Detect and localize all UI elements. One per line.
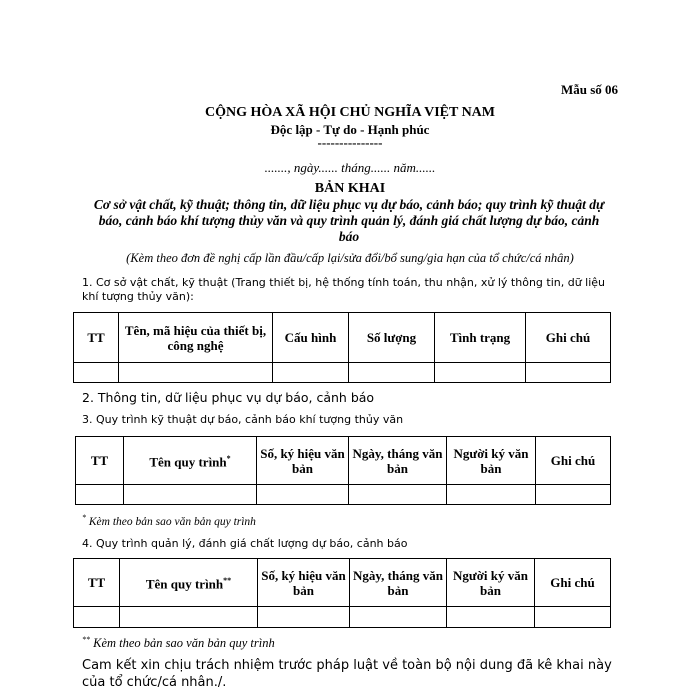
table-cell	[119, 363, 273, 383]
document-subtitle: Cơ sở vật chất, kỹ thuật; thông tin, dữ liệu phục vụ dự báo, cảnh báo; quy trình kỹ thuật dự báo, cảnh báo khí tượng thủy văn và quy trình quản lý, đánh giá chất lượng dự báo, cảnh báo	[93, 197, 605, 244]
column-header: Người ký văn bản	[447, 559, 535, 607]
section2-heading: 2. Thông tin, dữ liệu phục vụ dự báo, cảnh báo	[82, 390, 375, 405]
column-header-label: Tên quy trình	[149, 454, 227, 470]
section4-table	[73, 558, 611, 628]
section3-heading: 3. Quy trình kỹ thuật dự báo, cảnh báo khí tượng thủy văn	[82, 413, 404, 426]
column-header: Ngày, tháng văn bản	[349, 437, 447, 485]
table-row	[74, 607, 611, 628]
table-cell	[124, 485, 257, 505]
table-cell	[536, 485, 611, 505]
separator-line: ---------------	[317, 135, 383, 150]
table-cell	[257, 485, 349, 505]
footnote-2	[82, 635, 275, 651]
column-header: Cấu hình	[273, 313, 349, 363]
table-header-row	[76, 437, 611, 485]
table-cell	[349, 363, 435, 383]
footnote-marker: *	[82, 513, 86, 522]
footnote-text: Kèm theo bản sao văn bản quy trình	[88, 515, 256, 528]
column-header	[120, 559, 258, 607]
date-line: ......., ngày...... tháng...... năm......	[264, 160, 436, 175]
motto: Độc lập - Tự do - Hạnh phúc	[270, 122, 430, 137]
nation-heading: CỘNG HÒA XÃ HỘI CHỦ NGHĨA VIỆT NAM	[204, 105, 495, 120]
column-header: Ghi chú	[526, 313, 611, 363]
footnote-marker: **	[82, 635, 90, 644]
table-cell	[74, 363, 119, 383]
column-header: Người ký văn bản	[447, 437, 536, 485]
footnote-1	[82, 513, 256, 528]
table-cell	[535, 607, 611, 628]
column-header: Số lượng	[349, 313, 435, 363]
footnote-marker: *	[226, 454, 231, 464]
attachment-note: (Kèm theo đơn đề nghị cấp lần đầu/cấp lại/sửa đổi/bổ sung/gia hạn của tổ chức/cá nhân)	[126, 251, 574, 265]
table-cell	[350, 607, 447, 628]
column-header	[124, 437, 257, 485]
table-cell	[258, 607, 350, 628]
commitment-statement: Cam kết xin chịu trách nhiệm trước pháp luật về toàn bộ nội dung đã kê khai này của tổ chức/cá nhân./.	[82, 658, 612, 690]
column-header: Số, ký hiệu văn bản	[257, 437, 349, 485]
section1-table	[73, 312, 611, 383]
table-cell	[120, 607, 258, 628]
column-header: Ghi chú	[535, 559, 611, 607]
table-cell	[447, 607, 535, 628]
table-cell	[76, 485, 124, 505]
column-header: TT	[76, 437, 124, 485]
table-cell	[273, 363, 349, 383]
section4-heading: 4. Quy trình quản lý, đánh giá chất lượng dự báo, cảnh báo	[82, 537, 408, 550]
column-header: Tên, mã hiệu của thiết bị, công nghệ	[119, 313, 273, 363]
column-header: Ghi chú	[536, 437, 611, 485]
section3-table	[75, 436, 611, 505]
form-number: Mẫu số 06	[560, 82, 618, 97]
table-row	[74, 363, 611, 383]
column-header: TT	[74, 313, 119, 363]
table-header-row	[74, 313, 611, 363]
document-title: BẢN KHAI	[314, 181, 386, 196]
footnote-text: Kèm theo bản sao văn bản quy trình	[93, 636, 275, 651]
table-row	[76, 485, 611, 505]
column-header: TT	[74, 559, 120, 607]
table-cell	[526, 363, 611, 383]
section1-heading: 1. Cơ sở vật chất, kỹ thuật (Trang thiết bị, hệ thống tính toán, thu nhận, xử lý thông tin, dữ liệu khí tượng thủy văn):	[82, 276, 606, 303]
table-header-row	[74, 559, 611, 607]
column-header: Số, ký hiệu văn bản	[258, 559, 350, 607]
table-cell	[349, 485, 447, 505]
column-header: Tình trạng	[435, 313, 526, 363]
table-cell	[447, 485, 536, 505]
column-header: Ngày, tháng văn bản	[350, 559, 447, 607]
column-header-label: Tên quy trình	[145, 576, 224, 592]
table-cell	[74, 607, 120, 628]
table-cell	[435, 363, 526, 383]
footnote-marker: **	[223, 576, 232, 586]
